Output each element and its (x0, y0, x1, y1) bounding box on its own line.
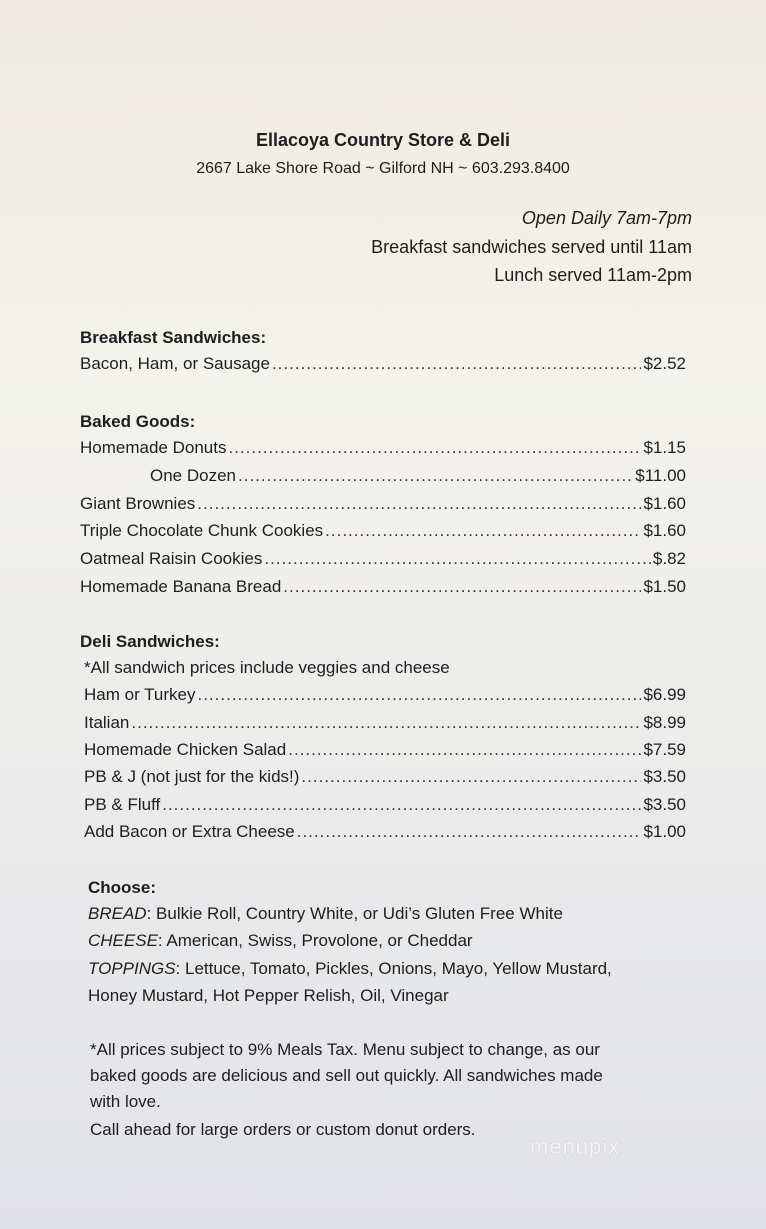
item-price: $1.00 (643, 822, 686, 841)
item-price: $7.59 (643, 740, 686, 759)
menu-item (80, 494, 686, 514)
baked-heading: Baked Goods: (80, 412, 196, 431)
dot-leader (264, 549, 651, 569)
toppings-text: : Lettuce, Tomato, Pickles, Onions, Mayo, Yellow Mustard, (175, 959, 612, 978)
item-name: Homemade Banana Bread (80, 577, 282, 596)
bread-text: : Bulkie Roll, Country White, or Udi’s Gluten Free White (146, 904, 563, 923)
item-name: Italian (84, 713, 130, 732)
lunch-hours: Lunch served 11am-2pm (494, 265, 692, 285)
item-name: PB & J (not just for the kids!) (84, 767, 300, 786)
dot-leader (272, 354, 642, 374)
item-price: $1.50 (643, 577, 686, 596)
choose-heading: Choose: (88, 878, 156, 897)
item-name: One Dozen (150, 466, 236, 485)
cheese-text: : American, Swiss, Provolone, or Cheddar (157, 931, 473, 950)
dot-leader (297, 822, 642, 842)
toppings-label: TOPPINGS (88, 959, 176, 978)
breakfast-hours: Breakfast sandwiches served until 11am (371, 237, 692, 257)
item-name: Triple Chocolate Chunk Cookies (80, 521, 324, 540)
item-name: Homemade Chicken Salad (84, 740, 287, 759)
menu-item (84, 795, 686, 815)
menu-item (80, 438, 686, 458)
item-price: $1.60 (643, 494, 686, 513)
item-name: Giant Brownies (80, 494, 196, 513)
dot-leader (283, 577, 641, 597)
dot-leader (197, 494, 641, 514)
menu-item (80, 466, 686, 486)
menu-item (84, 685, 686, 705)
item-price: $3.50 (643, 767, 686, 786)
dot-leader (228, 438, 641, 458)
item-name: PB & Fluff (84, 795, 161, 814)
item-name: Bacon, Ham, or Sausage (80, 354, 270, 373)
dot-leader (288, 740, 641, 760)
menu-item (80, 577, 686, 597)
footer-line-3: with love. (90, 1092, 161, 1111)
dot-leader (131, 713, 641, 733)
dot-leader (197, 685, 641, 705)
deli-note: *All sandwich prices include veggies and cheese (84, 658, 450, 677)
item-price: $.82 (652, 549, 686, 568)
item-price: $2.52 (643, 354, 686, 373)
menu-item (84, 822, 686, 842)
watermark: menupix (530, 1134, 621, 1159)
toppings-options-cont: Honey Mustard, Hot Pepper Relish, Oil, Vinegar (88, 986, 449, 1005)
dot-leader (238, 466, 633, 486)
item-name: Oatmeal Raisin Cookies (80, 549, 263, 568)
item-price: $1.15 (643, 438, 686, 457)
menu-item (84, 713, 686, 733)
item-price: $11.00 (635, 466, 686, 485)
bread-options (88, 904, 563, 924)
breakfast-heading: Breakfast Sandwiches: (80, 328, 267, 347)
menu-item (84, 740, 686, 760)
store-address: 2667 Lake Shore Road ~ Gilford NH ~ 603.293.8400 (196, 160, 570, 177)
footer-line-4: Call ahead for large orders or custom donut orders. (90, 1120, 476, 1139)
bread-label: BREAD (88, 904, 147, 923)
item-price: $8.99 (643, 713, 686, 732)
item-price: $1.60 (643, 521, 686, 540)
item-name: Ham or Turkey (84, 685, 196, 704)
menu-item (80, 521, 686, 541)
item-name: Homemade Donuts (80, 438, 227, 457)
menu-item (80, 354, 686, 374)
menu-item (80, 549, 686, 569)
store-title: Ellacoya Country Store & Deli (255, 130, 511, 150)
footer-line-1: *All prices subject to 9% Meals Tax. Menu subject to change, as our (90, 1040, 600, 1059)
dot-leader (325, 521, 641, 541)
cheese-options (88, 931, 473, 951)
toppings-options (88, 959, 612, 979)
item-price: $3.50 (643, 795, 686, 814)
deli-heading: Deli Sandwiches: (80, 632, 220, 651)
cheese-label: CHEESE (88, 931, 158, 950)
dot-leader (301, 767, 641, 787)
item-name: Add Bacon or Extra Cheese (84, 822, 295, 841)
item-price: $6.99 (643, 685, 686, 704)
open-hours: Open Daily 7am-7pm (521, 208, 692, 228)
dot-leader (162, 795, 641, 815)
footer-line-2: baked goods are delicious and sell out quickly. All sandwiches made (90, 1066, 603, 1085)
menu-item (84, 767, 686, 787)
